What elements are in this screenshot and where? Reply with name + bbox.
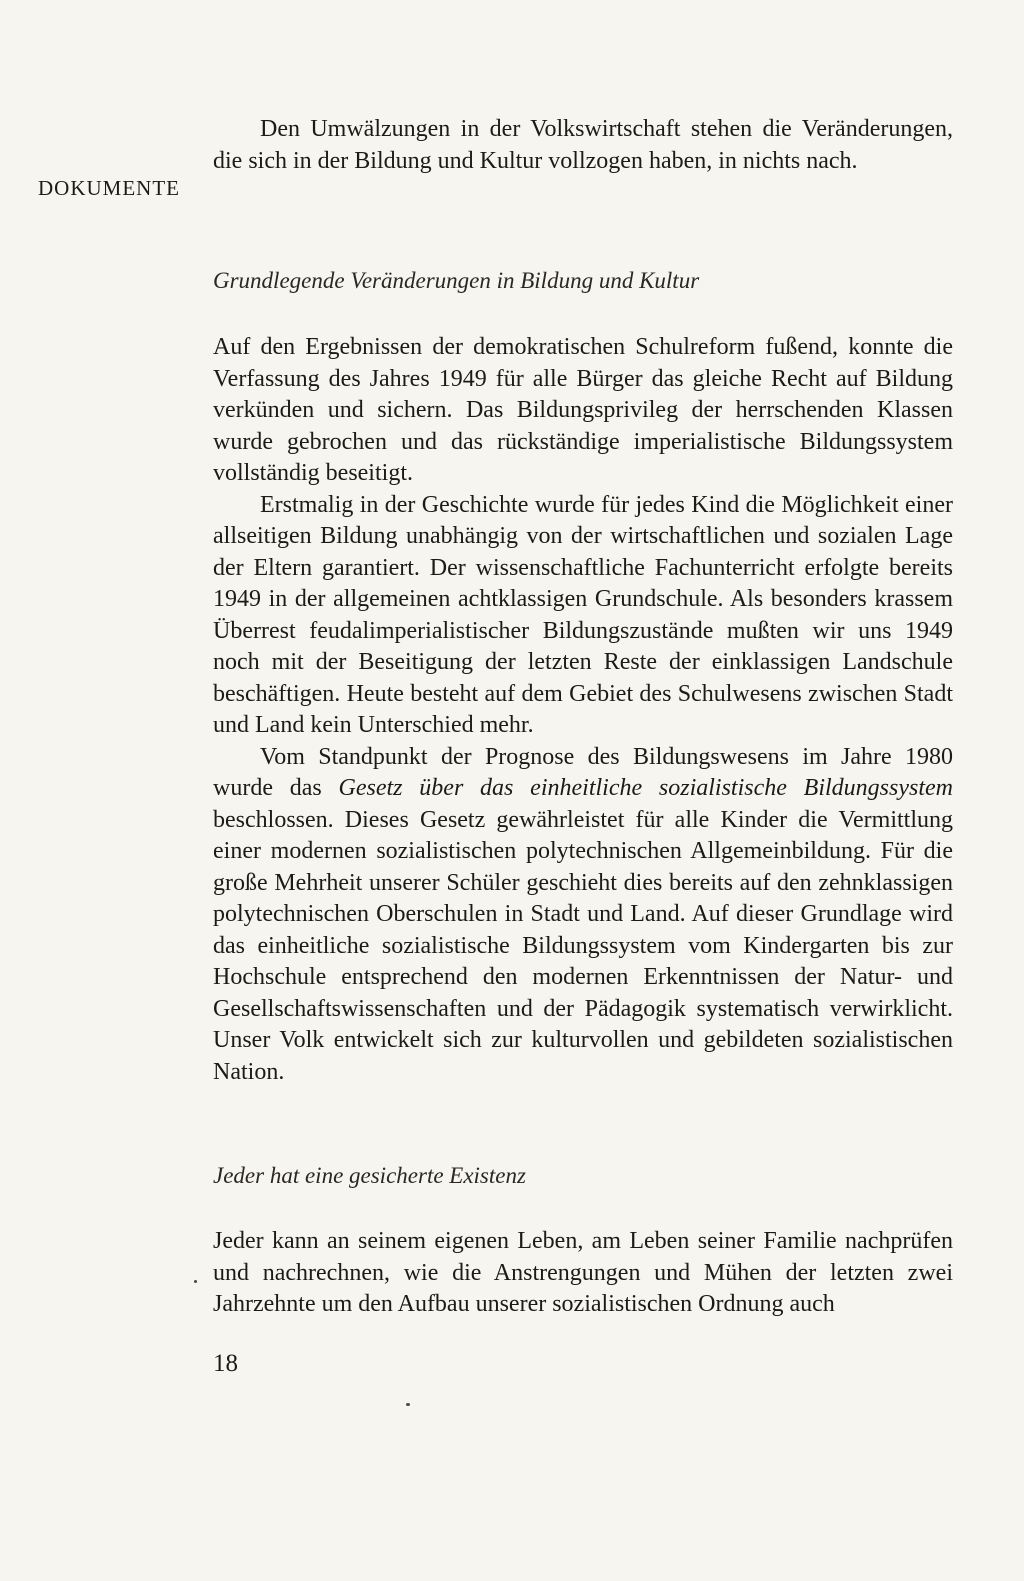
section-existenz: [213, 1226, 953, 1321]
intro-block: [213, 114, 953, 177]
paragraph: Jeder kann an seinem eigenen Leben, am Leben seiner Familie nachprüfen und nachrechnen, wie die Anstrengungen und Mühen der letzten zwei Jahrzehnte um den Aufbau unserer sozialistischen Ordnung auch: [213, 1228, 953, 1317]
section-heading-bildung-kultur: Grundlegende Veränderungen in Bildung und Kultur: [213, 268, 700, 293]
scan-speck: [194, 1280, 197, 1283]
section-heading-existenz: Jeder hat eine gesicherte Existenz: [213, 1163, 526, 1188]
margin-label: DOKUMENTE: [38, 176, 180, 200]
law-title: Gesetz über das einheitliche sozialistische Bildungssystem: [338, 775, 954, 801]
paragraph-text: beschlossen. Dieses Gesetz gewährleistet für alle Kinder die Vermittlung einer modernen sozialistischen polytechnischen Allgemeinbildung. Für die große Mehrheit unserer Schüler geschieht dies bereits auf den zehnklassigen polytechnischen Oberschulen in Stadt und Land. Auf dieser Grundlage wird das einheitliche sozialistische Bildungssystem vom Kindergarten bis zur Hochschule entsprechend den modernen Erkenntnissen der Natur- und Gesellschaftswissenschaften und der Pädagogik systematisch verwirklicht. Unser Volk entwickelt sich zur kulturvollen und gebildeten sozialistischen Nation.: [213, 806, 953, 1085]
paragraph: Erstmalig in der Geschichte wurde für jedes Kind die Möglichkeit einer allseitigen Bildung unabhängig von der wirtschaftlichen und sozialen Lage der Eltern garantiert. Der wissenschaftliche Fachunterricht erfolgte bereits 1949 in der allgemeinen achtklassigen Grundschule. Als besonders krassem Überrest feudalimperialistischer Bildungszustände mußten wir uns 1949 noch mit der Beseitigung der letzten Reste der einklassigen Landschule beschäftigen. Heute besteht auf dem Gebiet des Schulwesens zwischen Stadt und Land kein Unterschied mehr.: [213, 491, 953, 738]
paragraph-text: Vom Standpunkt der Prognose des Bildungswesens im Jahre 1980 wurde das: [213, 743, 953, 801]
paragraph: Auf den Ergebnissen der demokratischen Schulreform fußend, konnte die Verfassung des Jahres 1949 für alle Bürger das gleiche Recht auf Bildung verkünden und sichern. Das Bildungsprivileg der herrschenden Klassen wurde gebrochen und das rückständige imperialistische Bildungssystem vollständig beseitigt.: [213, 334, 953, 486]
paragraph: [213, 742, 953, 1089]
page-number: 18: [213, 1350, 238, 1377]
scan-speck: [406, 1403, 410, 1406]
section-bildung-kultur: [213, 332, 953, 1088]
intro-paragraph: Den Umwälzungen in der Volkswirtschaft stehen die Veränderungen, die sich in der Bildung und Kultur vollzogen haben, in nichts nach.: [213, 116, 953, 174]
